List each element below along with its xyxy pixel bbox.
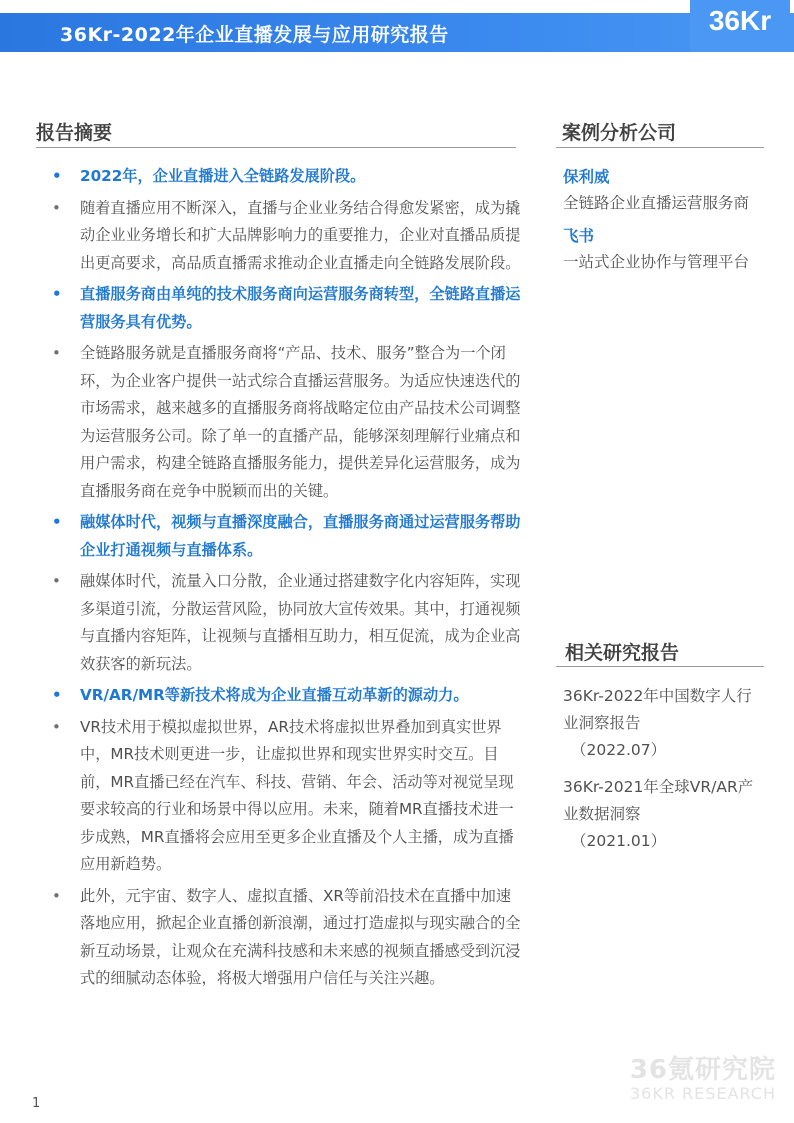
list-item: • 2022年，企业直播进入全链路发展阶段。 xyxy=(48,163,523,191)
summary-heading: 报告摘要 xyxy=(36,122,113,144)
bullet-icon: • xyxy=(52,686,62,704)
company-desc: 一站式企业协作与管理平台 xyxy=(563,253,750,271)
36kr-logo xyxy=(690,0,790,52)
related-report-link[interactable]: 36Kr-2021年全球VR/AR产业数据洞察 xyxy=(563,778,754,823)
list-item: • 融媒体时代，视频与直播深度融合，直播服务商通过运营服务帮助企业打通视频与直播体系。 xyxy=(48,509,523,564)
bullet-icon: • xyxy=(52,886,61,905)
cases-divider xyxy=(556,147,764,148)
company-desc: 全链路企业直播运营服务商 xyxy=(563,194,750,212)
case-company-list xyxy=(563,164,758,282)
related-report-date: （2022.07） xyxy=(571,741,667,759)
list-item: • 直播服务商由单纯的技术服务商向运营服务商转型，全链路直播运营服务具有优势。 xyxy=(48,281,523,336)
related-divider xyxy=(556,666,764,667)
list-item: • 随着直播应用不断深入，直播与企业业务结合得愈发紧密，成为撬动企业业务增长和扩大品牌影响力的重要推力，企业对直播品质提出更高要求，高品质直播需求推动企业直播走向全链路发展阶段。 xyxy=(48,195,523,278)
summary-list xyxy=(48,163,523,997)
company-name: 飞书 xyxy=(563,227,595,245)
bullet-icon: • xyxy=(52,572,61,590)
list-item: • 融媒体时代，流量入口分散，企业通过搭建数字化内容矩阵，实现多渠道引流，分散运营风险，协同放大宣传效果。其中，打通视频与直播内容矩阵，让视频与直播相互助力，相互促流，成为企业高效获客的新玩法。 xyxy=(48,568,523,678)
related-heading: 相关研究报告 xyxy=(565,642,680,664)
page-number: 1 xyxy=(32,1096,41,1111)
related-report-link[interactable]: 36Kr-2022年中国数字人行业洞察报告 xyxy=(563,687,752,732)
cases-heading: 案例分析公司 xyxy=(562,122,677,144)
watermark-line2: 36KR RESEARCH xyxy=(629,1084,776,1103)
watermark xyxy=(630,1055,776,1103)
summary-divider xyxy=(36,147,516,148)
bullet-icon: • xyxy=(52,285,62,303)
list-item: • VR技术用于模拟虚拟世界，AR技术将虚拟世界叠加到真实世界中，MR技术则更进一步，让虚拟世界和现实世界实时交互。目前，MR直播已经在汽车、科技、营销、年会、活动等对视觉呈现要求较高的行业和场景中得以应用。未来，随着MR直播技术进一步成熟，MR直播将会应用至更多企业直播及个人主播，成为直播应用新趋势。 xyxy=(48,714,523,879)
related-report-list xyxy=(563,683,758,865)
list-item: • VR/AR/MR等新技术将成为企业直播互动革新的源动力。 xyxy=(48,682,523,710)
related-report-date: （2021.01） xyxy=(571,832,667,850)
bullet-icon: • xyxy=(52,513,62,531)
watermark-line1: 36氪研究院 xyxy=(629,1055,776,1085)
logo-text: 36Kr xyxy=(708,5,772,36)
company-name: 保利威 xyxy=(563,168,610,186)
bullet-icon: • xyxy=(52,167,62,185)
report-title: 36Kr-2022年企业直播发展与应用研究报告 xyxy=(60,24,449,46)
list-item: • 此外，元宇宙、数字人、虚拟直播、XR等前沿技术在直播中加速落地应用，掀起企业直播创新浪潮，通过打造虚拟与现实融合的全新互动场景，让观众在充满科技感和未来感的视频直播感受到沉浸式的细腻动态体验，将极大增强用户信任与关注兴趣。 xyxy=(48,883,523,993)
bullet-icon: • xyxy=(52,717,61,736)
list-item: • 全链路服务就是直播服务商将“产品、技术、服务”整合为一个闭环，为企业客户提供一站式综合直播运营服务。为适应快速迭代的市场需求，越来越多的直播服务商将战略定位由产品技术公司调整为运营服务公司。除了单一的直播产品，能够深刻理解行业痛点和用户需求，构建全链路直播服务能力，提供差异化运营服务，成为直播服务商在竞争中脱颖而出的关键。 xyxy=(48,340,523,505)
bullet-icon: • xyxy=(52,344,61,362)
bullet-icon: • xyxy=(52,198,61,217)
